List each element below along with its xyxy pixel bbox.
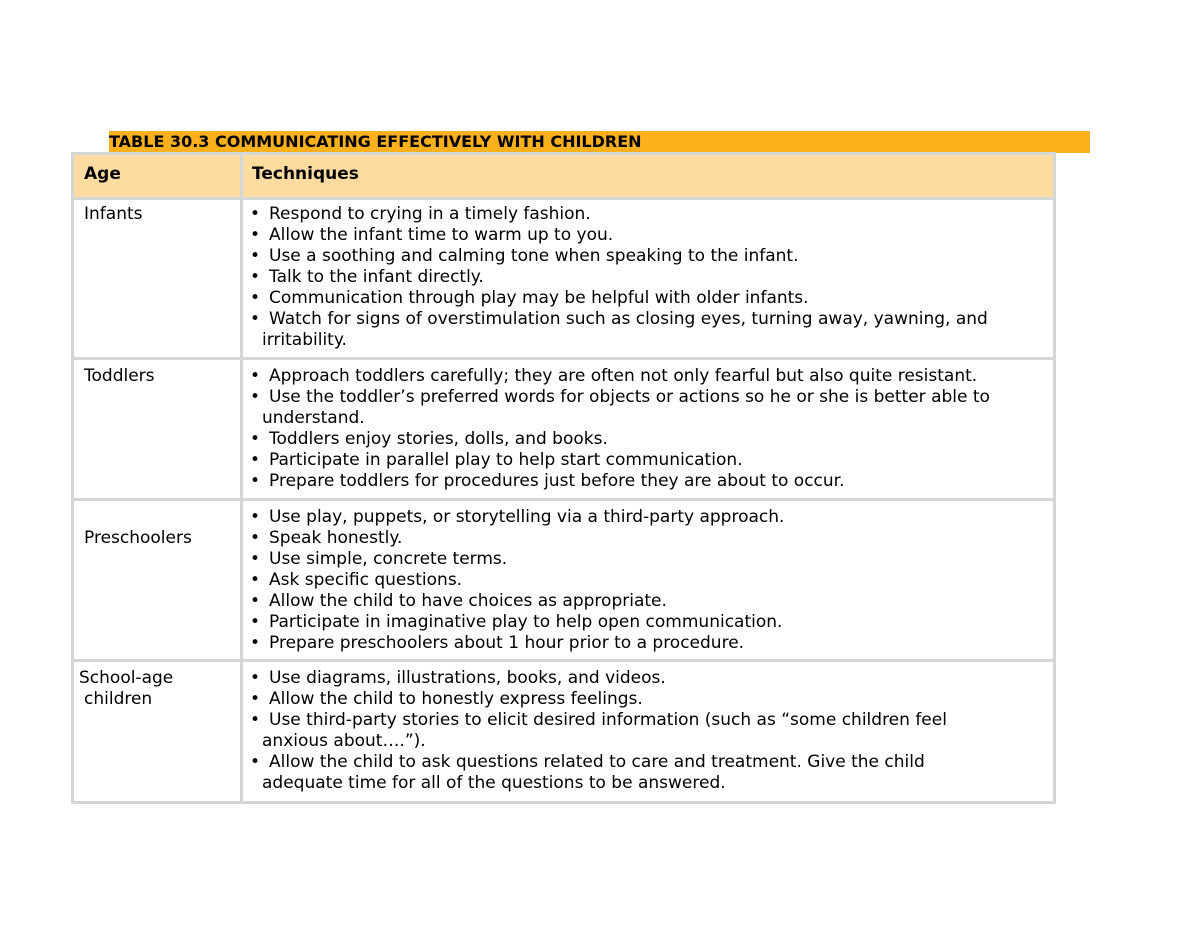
- item-text: Communication through play may be helpful with older infants.: [269, 288, 809, 308]
- bullet-icon: •: [250, 288, 261, 308]
- item-text: Use the toddler’s preferred words for objects or actions so he or she is better able to: [269, 387, 990, 407]
- item-text: Approach toddlers carefully; they are often not only fearful but also quite resistant.: [269, 366, 978, 386]
- item-text: Allow the child to honestly express feelings.: [269, 689, 643, 709]
- list-item: [250, 267, 988, 288]
- techniques-list: [250, 204, 988, 351]
- list-item: [250, 591, 784, 612]
- item-text: Ask specific questions.: [269, 570, 463, 590]
- row-school-age-age-cell: [74, 662, 240, 801]
- row-toddlers-techniques-cell: [243, 360, 1053, 498]
- item-text-continued: understand.: [262, 408, 365, 428]
- age-label: Infants: [84, 204, 143, 224]
- item-text: Speak honestly.: [269, 528, 403, 548]
- item-text: Prepare toddlers for procedures just before they are about to occur.: [269, 471, 845, 491]
- list-item: [250, 612, 784, 633]
- techniques-list: [250, 668, 947, 794]
- list-item: [250, 528, 784, 549]
- list-item: [250, 668, 947, 689]
- table-title: TABLE 30.3 COMMUNICATING EFFECTIVELY WITH CHILDREN: [109, 132, 642, 151]
- bullet-icon: •: [250, 450, 261, 470]
- bullet-icon: •: [250, 710, 261, 730]
- item-text: Participate in parallel play to help start communication.: [269, 450, 743, 470]
- bullet-icon: •: [250, 549, 261, 569]
- item-text: Use a soothing and calming tone when speaking to the infant.: [269, 246, 799, 266]
- row-preschoolers-age-cell: [74, 501, 240, 659]
- list-item: [250, 309, 988, 351]
- list-item: [250, 507, 784, 528]
- row-infants-age-cell: [74, 200, 240, 357]
- bullet-icon: •: [250, 225, 261, 245]
- techniques-list: [250, 366, 990, 492]
- bullet-icon: •: [250, 471, 261, 491]
- age-label: School-age: [79, 668, 174, 688]
- techniques-list: [250, 507, 784, 654]
- communication-table: [71, 152, 1056, 804]
- bullet-icon: •: [250, 246, 261, 266]
- list-item: [250, 633, 784, 654]
- bullet-icon: •: [250, 570, 261, 590]
- list-item: [250, 689, 947, 710]
- age-label: Preschoolers: [84, 528, 192, 548]
- item-text: Respond to crying in a timely fashion.: [269, 204, 591, 224]
- item-text-continued: anxious about….”).: [262, 731, 426, 751]
- row-school-age-techniques-cell: [243, 662, 1053, 801]
- bullet-icon: •: [250, 528, 261, 548]
- item-text: Watch for signs of overstimulation such as closing eyes, turning away, yawning, and: [269, 309, 988, 329]
- item-text-continued: adequate time for all of the questions to be answered.: [262, 773, 726, 793]
- bullet-icon: •: [250, 387, 261, 407]
- item-text: Use third-party stories to elicit desired information (such as “some children feel: [269, 710, 947, 730]
- bullet-icon: •: [250, 591, 261, 611]
- bullet-icon: •: [250, 429, 261, 449]
- item-text: Allow the child to ask questions related to care and treatment. Give the child: [269, 752, 925, 772]
- header-techniques: Techniques: [252, 164, 359, 184]
- table-title-bar: [109, 131, 1090, 153]
- list-item: [250, 366, 990, 387]
- item-text: Use diagrams, illustrations, books, and videos.: [269, 668, 666, 688]
- bullet-icon: •: [250, 366, 261, 386]
- item-text: Use simple, concrete terms.: [269, 549, 508, 569]
- header-age-cell: [74, 155, 240, 197]
- list-item: [250, 752, 947, 794]
- list-item: [250, 225, 988, 246]
- list-item: [250, 429, 990, 450]
- bullet-icon: •: [250, 668, 261, 688]
- row-preschoolers-techniques-cell: [243, 501, 1053, 659]
- list-item: [250, 570, 784, 591]
- bullet-icon: •: [250, 507, 261, 527]
- item-text: Allow the infant time to warm up to you.: [269, 225, 614, 245]
- row-toddlers-age-cell: [74, 360, 240, 498]
- bullet-icon: •: [250, 689, 261, 709]
- item-text: Participate in imaginative play to help open communication.: [269, 612, 783, 632]
- list-item: [250, 204, 988, 225]
- item-text: Allow the child to have choices as appropriate.: [269, 591, 667, 611]
- bullet-icon: •: [250, 204, 261, 224]
- header-techniques-cell: [243, 155, 1053, 197]
- list-item: [250, 288, 988, 309]
- bullet-icon: •: [250, 309, 261, 329]
- list-item: [250, 387, 990, 429]
- list-item: [250, 710, 947, 752]
- list-item: [250, 450, 990, 471]
- list-item: [250, 471, 990, 492]
- bullet-icon: •: [250, 267, 261, 287]
- row-infants-techniques-cell: [243, 200, 1053, 357]
- item-text: Use play, puppets, or storytelling via a third-party approach.: [269, 507, 785, 527]
- header-age: Age: [84, 164, 121, 184]
- item-text: Talk to the infant directly.: [269, 267, 484, 287]
- bullet-icon: •: [250, 752, 261, 772]
- item-text-continued: irritability.: [262, 330, 347, 350]
- list-item: [250, 549, 784, 570]
- age-label-continued: children: [84, 689, 153, 709]
- bullet-icon: •: [250, 633, 261, 653]
- list-item: [250, 246, 988, 267]
- bullet-icon: •: [250, 612, 261, 632]
- item-text: Prepare preschoolers about 1 hour prior to a procedure.: [269, 633, 745, 653]
- item-text: Toddlers enjoy stories, dolls, and books.: [269, 429, 608, 449]
- age-label: Toddlers: [84, 366, 155, 386]
